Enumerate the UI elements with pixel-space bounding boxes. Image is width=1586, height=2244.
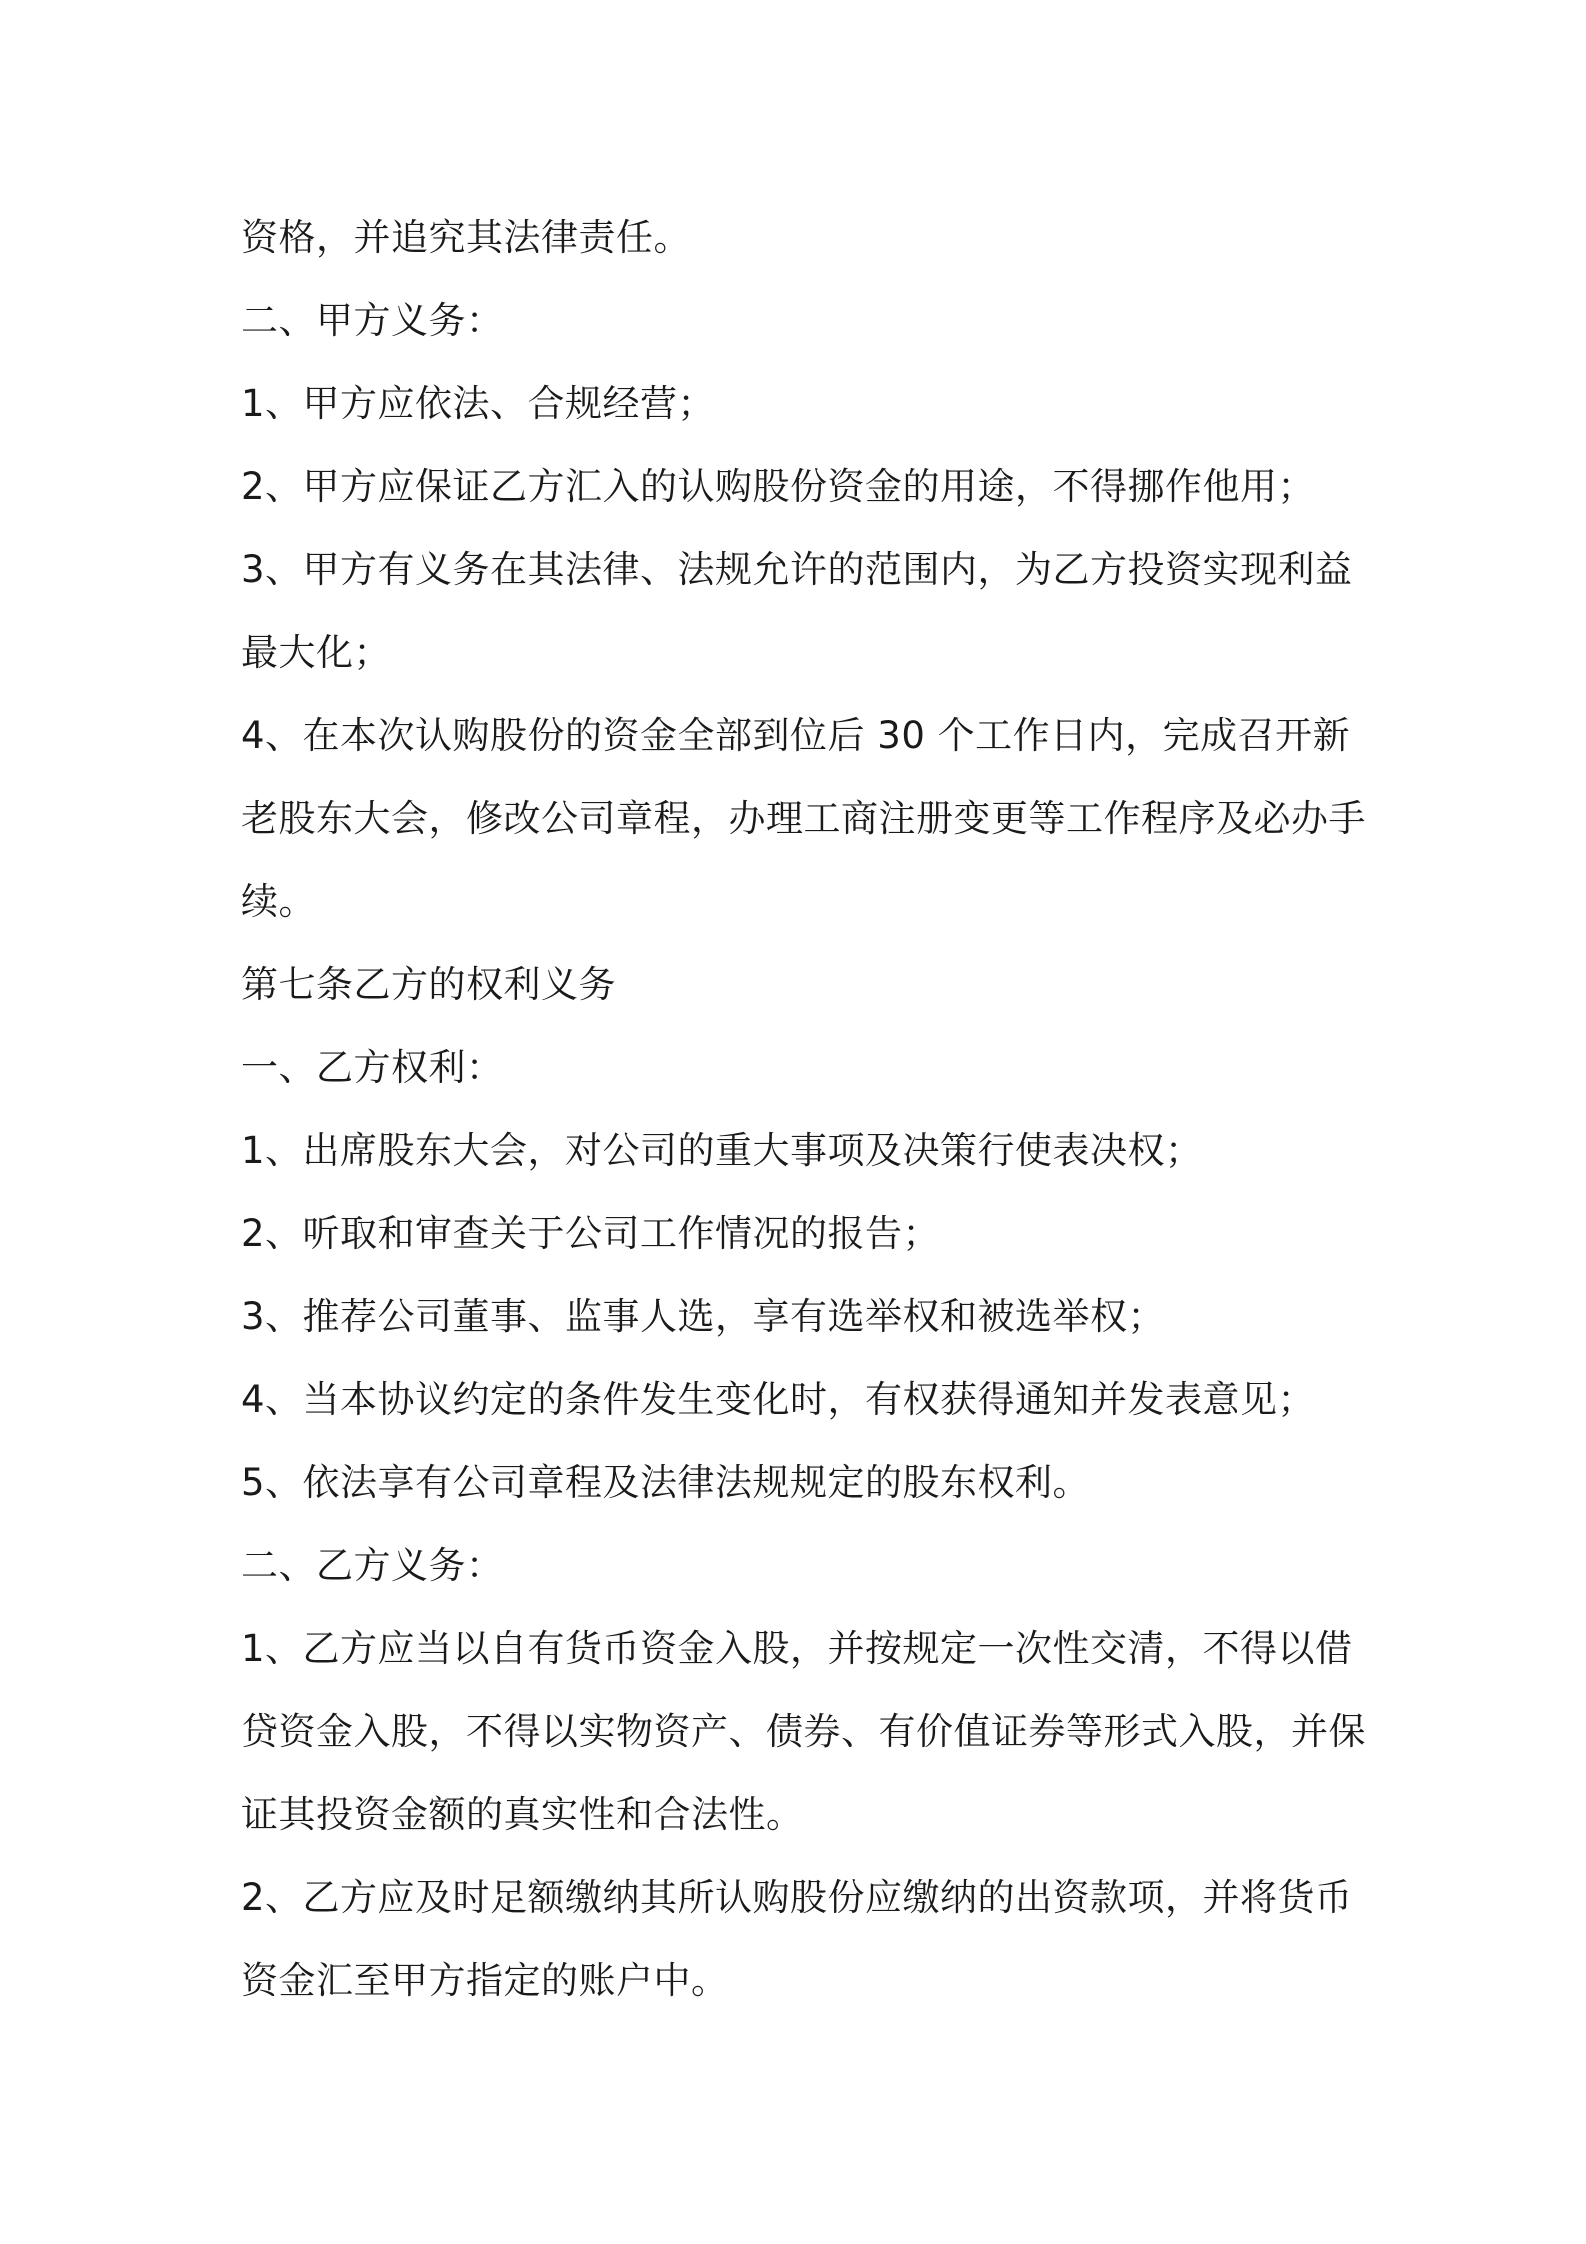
text-line: 1、乙方应当以自有货币资金入股，并按规定一次性交清，不得以借 <box>241 1627 1353 1670</box>
text-line: 3、推荐公司董事、监事人选，享有选举权和被选举权； <box>241 1295 1166 1338</box>
text-line: 老股东大会，修改公司章程，办理工商注册变更等工作程序及必办手 <box>241 797 1366 840</box>
text-line: 2、乙方应及时足额缴纳其所认购股份应缴纳的出资款项，并将货币 <box>241 1876 1353 1919</box>
text-line: 5、依法享有公司章程及法律法规规定的股东权利。 <box>241 1461 1091 1504</box>
text-line: 4、当本协议约定的条件发生变化时，有权获得通知并发表意见； <box>241 1378 1316 1421</box>
text-line: 证其投资金额的真实性和合法性。 <box>241 1793 804 1836</box>
text-line: 4、在本次认购股份的资金全部到位后 30 个工作日内，完成召开新 <box>241 714 1351 757</box>
section-heading: 二、乙方义务： <box>241 1544 504 1587</box>
text-line: 2、甲方应保证乙方汇入的认购股份资金的用途，不得挪作他用； <box>241 465 1316 508</box>
text-line: 资金汇至甲方指定的账户中。 <box>241 1959 729 2002</box>
document-body <box>241 196 1366 2022</box>
section-heading: 二、甲方义务： <box>241 299 504 342</box>
text-line: 资格，并追究其法律责任。 <box>241 216 691 259</box>
text-line: 2、听取和审查关于公司工作情况的报告； <box>241 1212 941 1255</box>
section-heading: 一、乙方权利： <box>241 1046 504 1089</box>
text-line: 最大化； <box>241 631 391 674</box>
article-heading: 第七条乙方的权利义务 <box>241 963 616 1006</box>
text-line: 3、甲方有义务在其法律、法规允许的范围内，为乙方投资实现利益 <box>241 548 1353 591</box>
text-line: 1、甲方应依法、合规经营； <box>241 382 716 425</box>
text-line: 贷资金入股，不得以实物资产、债券、有价值证券等形式入股，并保 <box>241 1710 1366 1753</box>
text-line: 续。 <box>241 880 316 923</box>
text-line: 1、出席股东大会，对公司的重大事项及决策行使表决权； <box>241 1129 1203 1172</box>
